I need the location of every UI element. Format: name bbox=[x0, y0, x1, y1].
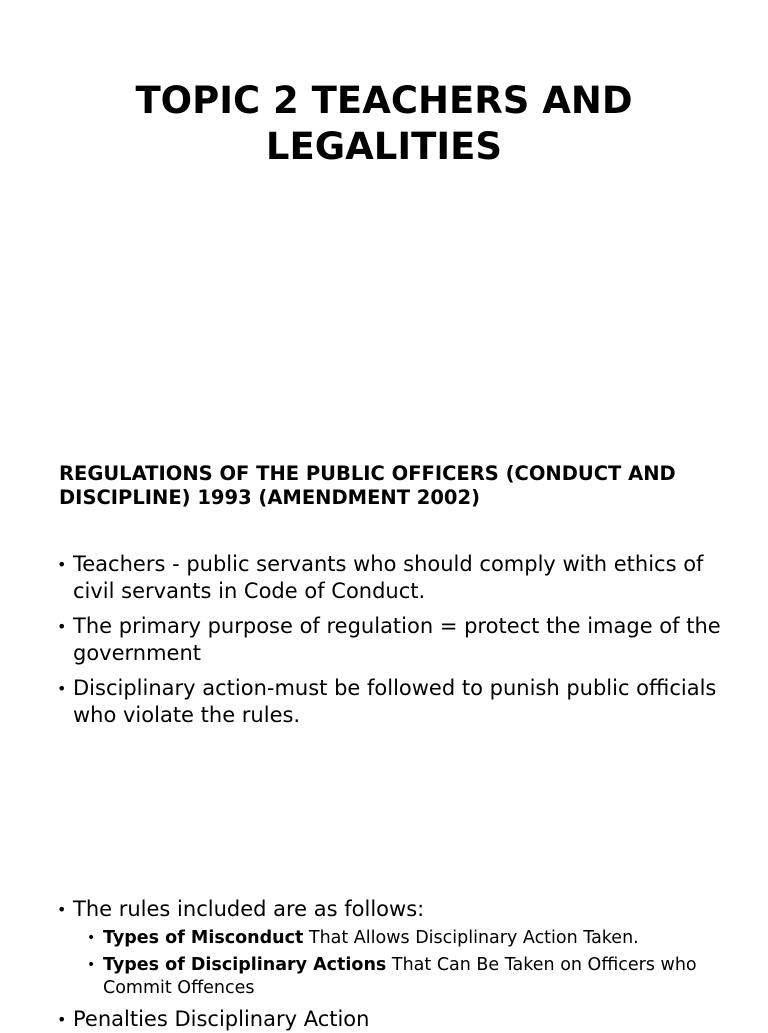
bullet-text: Teachers - public servants who should comply with ethics of civil servants in Code of Conduct. bbox=[73, 552, 704, 603]
bullet-icon: • bbox=[87, 930, 96, 946]
sub-bullet-item bbox=[87, 927, 727, 950]
sub-bullet-bold-text: Types of Disciplinary Actions bbox=[103, 955, 387, 975]
regulation-bullet-list bbox=[57, 551, 727, 737]
bullet-text: Disciplinary action-must be followed to punish public officials who violate the rules. bbox=[73, 676, 717, 727]
bullet-icon: • bbox=[57, 617, 67, 636]
bullet-text: The primary purpose of regulation = protect the image of the government bbox=[73, 614, 721, 665]
bullet-icon: • bbox=[87, 957, 96, 973]
sub-bullet-text: That Can Be Taken on Officers who Commit Offences bbox=[103, 955, 697, 998]
bullet-item bbox=[57, 613, 727, 667]
bullet-icon: • bbox=[57, 900, 67, 919]
bullet-icon: • bbox=[57, 1010, 67, 1029]
bullet-item bbox=[57, 675, 727, 729]
slide-title: TOPIC 2 TEACHERS AND LEGALITIES bbox=[135, 79, 633, 168]
bullet-item bbox=[57, 1006, 727, 1033]
sub-bullet-text: That Allows Disciplinary Action Taken. bbox=[303, 928, 639, 948]
bullet-item bbox=[57, 551, 727, 605]
regulation-heading: REGULATIONS OF THE PUBLIC OFFICERS (CONDUCT AND DISCIPLINE) 1993 (AMENDMENT 2002) bbox=[59, 462, 676, 509]
sub-bullet-item bbox=[87, 954, 727, 1000]
bullet-text: Penalties Disciplinary Action bbox=[73, 1007, 370, 1031]
sub-bullet-bold-text: Types of Misconduct bbox=[103, 928, 304, 948]
bullet-icon: • bbox=[57, 679, 67, 698]
bullet-icon: • bbox=[57, 555, 67, 574]
bullet-text: The rules included are as follows: bbox=[73, 897, 425, 921]
bullet-item bbox=[57, 896, 727, 923]
rules-bullet-list bbox=[57, 896, 727, 1033]
